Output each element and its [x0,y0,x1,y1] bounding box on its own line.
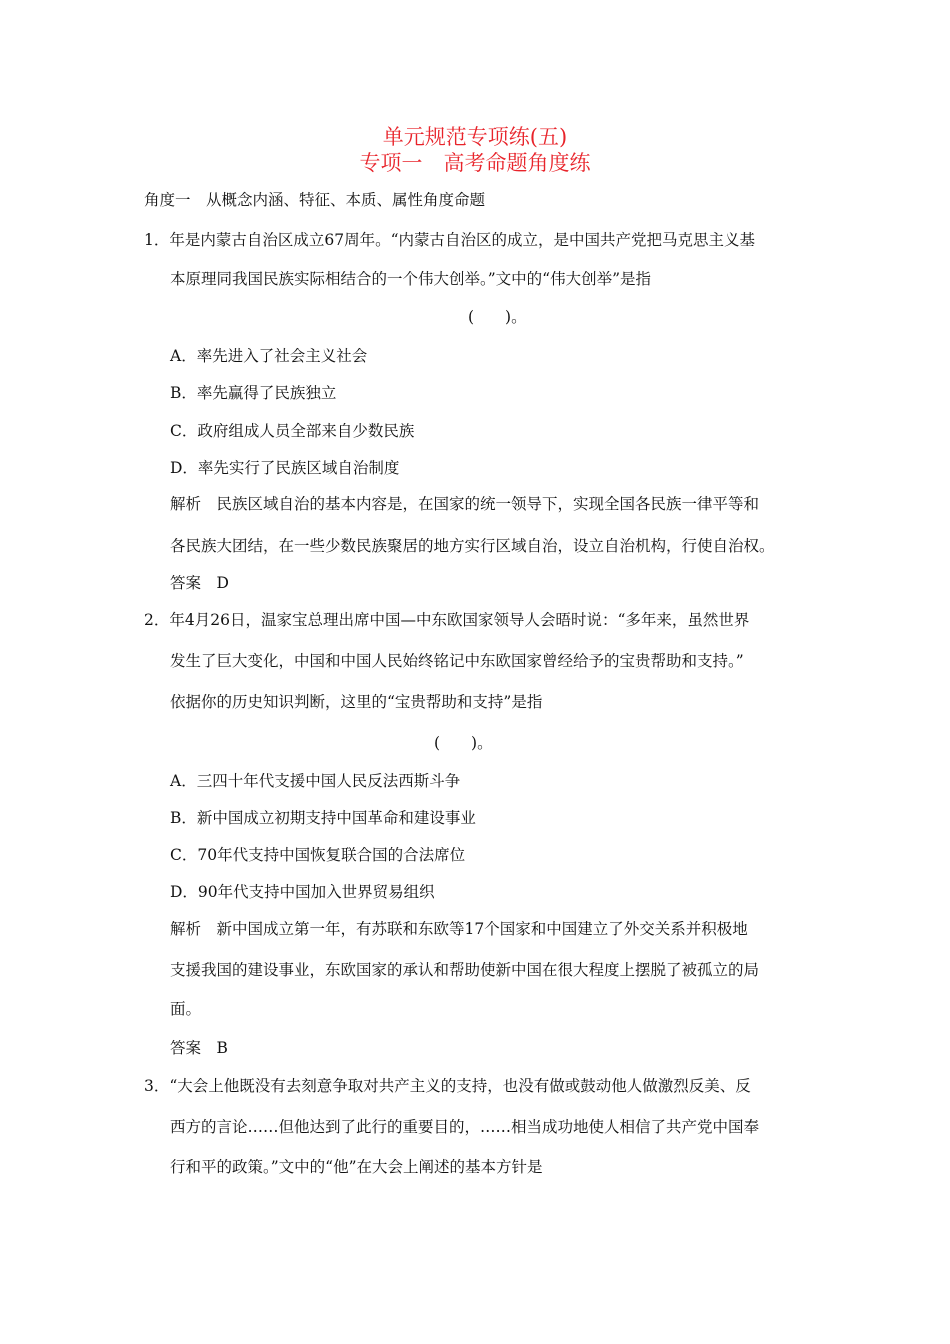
question-2-option-d: D．90年代支持中国加入世界贸易组织 [170,883,435,901]
question-3-stem-line-1: 3．“大会上他既没有去刻意争取对共产主义的支持，也没有做或鼓动他人做激烈反美、反 [144,1077,751,1095]
question-2-analysis-line-3: 面。 [170,1000,202,1018]
page-subtitle: 专项一 高考命题角度练 [359,151,591,175]
question-2-analysis-line-1: 解析 新中国成立第一年，有苏联和东欧等17个国家和中国建立了外交关系并积极地 [170,920,748,938]
question-2-analysis-line-2: 支援我国的建设事业，东欧国家的承认和帮助使新中国在很大程度上摆脱了被孤立的局 [170,961,760,979]
section-heading: 角度一 从概念内涵、特征、本质、属性角度命题 [144,191,486,209]
question-1-option-d: D．率先实行了民族区域自治制度 [170,459,400,477]
question-2-stem-line-3: 依据你的历史知识判断，这里的“宝贵帮助和支持”是指 [170,693,543,711]
question-2-answer-blank: ( )。 [434,734,493,752]
question-1-option-b: B．率先赢得了民族独立 [170,384,337,402]
question-3-stem-line-3: 行和平的政策。”文中的“他”在大会上阐述的基本方针是 [170,1158,543,1176]
question-1-option-c: C．政府组成人员全部来自少数民族 [170,422,415,440]
question-2-stem-line-2: 发生了巨大变化，中国和中国人民始终铭记中东欧国家曾经给予的宝贵帮助和支持。” [170,652,744,670]
question-2-stem-line-1: 2．年4月26日，温家宝总理出席中国—中东欧国家领导人会晤时说：“多年来，虽然世界 [144,611,750,629]
question-2-answer: 答案 B [170,1039,228,1057]
question-2-option-c: C．70年代支持中国恢复联合国的合法席位 [170,846,466,864]
question-1-answer: 答案 D [170,574,229,592]
question-2-option-a: A．三四十年代支援中国人民反法西斯斗争 [170,772,461,790]
question-1-analysis-line-2: 各民族大团结，在一些少数民族聚居的地方实行区域自治，设立自治机构，行使自治权。 [170,537,775,555]
question-2-option-b: B．新中国成立初期支持中国革命和建设事业 [170,809,476,827]
question-1-option-a: A．率先进入了社会主义社会 [170,347,368,365]
question-1-analysis-line-1: 解析 民族区域自治的基本内容是，在国家的统一领导下，实现全国各民族一律平等和 [170,495,760,513]
question-1-stem-line-2: 本原理同我国民族实际相结合的一个伟大创举。”文中的“伟大创举”是指 [170,270,652,288]
question-1-stem-line-1: 1．年是内蒙古自治区成立67周年。“内蒙古自治区的成立，是中国共产党把马克思主义基 [144,231,756,249]
question-3-stem-line-2: 西方的言论……但他达到了此行的重要目的，……相当成功地使人相信了共产党中国奉 [170,1118,760,1136]
page-title: 单元规范专项练(五) [382,125,568,149]
question-1-answer-blank: ( )。 [468,308,527,326]
